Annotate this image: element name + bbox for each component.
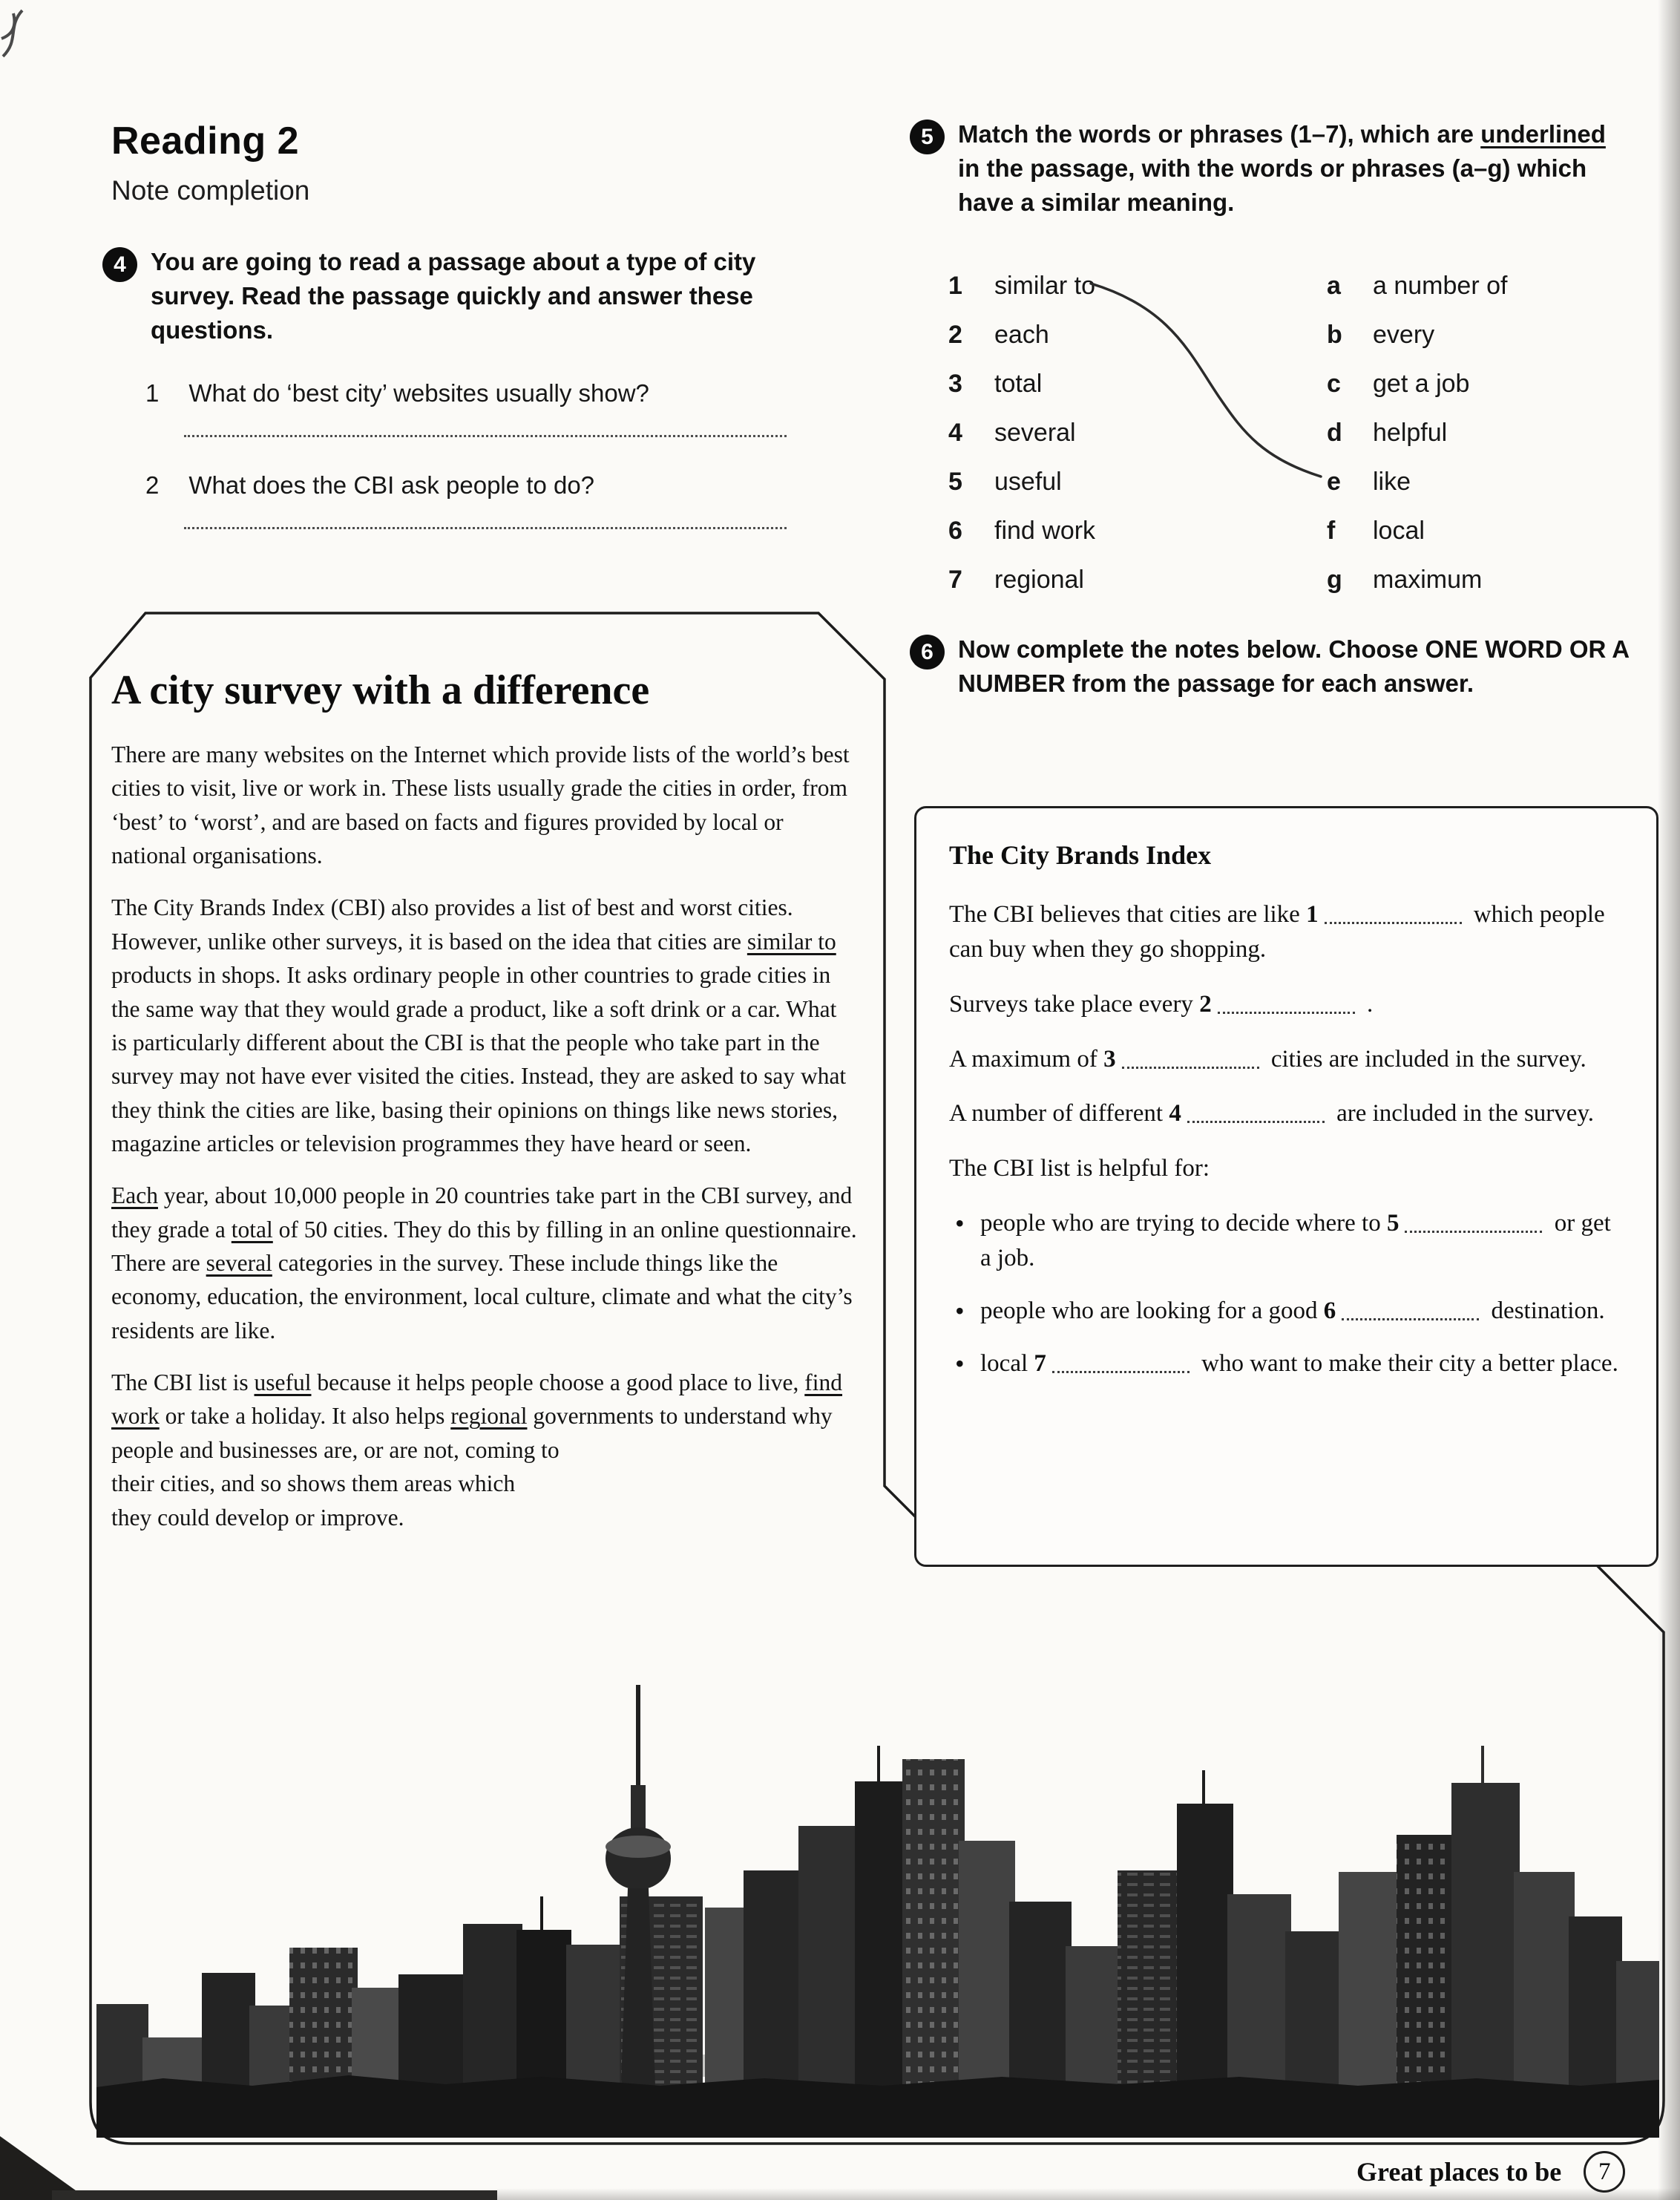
match-item-term: get a job (1373, 370, 1470, 398)
question-text: What does the CBI ask people to do? (188, 471, 595, 499)
note-item (949, 1294, 1624, 1329)
match-item-term: maximum (1373, 566, 1483, 594)
note-text: The CBI believes that cities are like 1 which people can buy when they go shopping. (949, 901, 1605, 963)
exercise-6-instructions: Now complete the notes below. Choose ONE WORD OR A NUMBER from the passage for each answer. (958, 635, 1629, 698)
page-number-badge: 7 (1584, 2151, 1625, 2193)
passage-paragraph: Each year, about 10,000 people in 20 countries take part in the CBI survey, and they grade a total of 50 cities. They do this by filling in an online questionnaire. There are several categories in the survey. These include things like the economy, education, the environment, local culture, climate and what the city’s residents are like. (111, 1182, 857, 1343)
exercise-6-badge: 6 (910, 635, 945, 670)
match-item-letter: a (1327, 272, 1341, 300)
exercise-5-badge: 5 (910, 120, 945, 154)
match-item-term: a number of (1373, 272, 1508, 300)
match-left-item[interactable] (948, 272, 1267, 321)
match-item-letter: g (1327, 566, 1342, 594)
match-item-letter: b (1327, 321, 1342, 349)
bullet-marker (955, 1205, 965, 1243)
answer-blank[interactable] (1187, 1102, 1325, 1123)
match-right-item[interactable] (1327, 468, 1661, 517)
exercise-4 (102, 245, 833, 563)
match-item-letter: f (1327, 517, 1336, 545)
footer-text: Great places to be (1356, 2157, 1562, 2187)
bullet-marker (955, 1345, 965, 1383)
note-text: A number of different 4 are included in the survey. (949, 1100, 1595, 1127)
match-item-letter: c (1327, 370, 1341, 398)
note-text: Surveys take place every 2 . (949, 990, 1374, 1018)
pen-mark (0, 4, 52, 64)
match-item-number: 5 (948, 468, 962, 496)
match-item-number: 1 (948, 272, 962, 300)
page-subtitle: Note completion (111, 175, 310, 206)
exercise-4-instructions: You are going to read a passage about a type of city survey. Read the passage quickly and answer these questions. (151, 248, 756, 344)
question-item (145, 471, 833, 529)
match-right-item[interactable] (1327, 419, 1661, 468)
underlined-term: find work (111, 1369, 843, 1430)
match-item-letter: e (1327, 468, 1341, 496)
note-item (949, 1042, 1624, 1077)
match-item-term: total (994, 370, 1043, 398)
match-right-item[interactable] (1327, 272, 1661, 321)
answer-line[interactable] (184, 434, 787, 437)
match-left-item[interactable] (948, 370, 1267, 419)
underlined-term: Each (111, 1182, 158, 1209)
match-item-number: 3 (948, 370, 962, 398)
note-item (949, 1346, 1624, 1381)
note-text: people who are looking for a good 6 destination. (980, 1297, 1605, 1324)
match-item-number: 6 (948, 517, 962, 545)
notes-box (914, 806, 1658, 1567)
scan-bottom-bar (52, 2190, 497, 2200)
match-item-term: each (994, 321, 1049, 349)
note-number: 4 (1169, 1100, 1181, 1127)
passage-paragraph: The City Brands Index (CBI) also provides a list of best and worst cities. However, unlike other surveys, it is based on the idea that cities are similar to products in shops. It asks ordinary people in other countries to grade cities in the same way that they would grade a product, like a soft drink or a car. What is particularly different about the CBI is that the people who take part in the survey may not have ever visited the cities. Instead, they are asked to say what they think the cities are like, basing their opinions on things like news stories, magazine articles or television programmes they have heard or seen. (111, 894, 847, 1156)
note-number: 2 (1199, 990, 1212, 1018)
passage-paragraph: There are many websites on the Internet which provide lists of the world’s best cities to visit, live or work in. These lists usually grade the cities in order, from ‘best’ to ‘worst’, and are based on facts and figures provided by local or national organisations. (111, 741, 850, 869)
match-list-numbers (948, 272, 1267, 615)
answer-blank[interactable] (1052, 1352, 1190, 1373)
underlined-term: regional (450, 1403, 528, 1430)
match-item-term: useful (994, 468, 1062, 496)
match-item-term: local (1373, 517, 1425, 545)
answer-blank[interactable] (1405, 1212, 1542, 1233)
scan-edge-shadow-right (1658, 0, 1680, 2200)
match-left-item[interactable] (948, 468, 1267, 517)
note-item (949, 1096, 1624, 1131)
notes-list (949, 897, 1624, 1381)
page-header (111, 119, 309, 206)
underlined-term: useful (254, 1369, 312, 1396)
match-item-term: regional (994, 566, 1084, 594)
match-item-number: 7 (948, 566, 962, 594)
match-item-term: helpful (1373, 419, 1448, 447)
match-item-term: like (1373, 468, 1411, 496)
match-item-number: 2 (948, 321, 962, 349)
bullet-marker (955, 1292, 965, 1330)
note-item (949, 1151, 1624, 1186)
exercise-4-badge: 4 (102, 247, 137, 282)
underlined-term: underlined (1480, 120, 1606, 148)
reading-passage (111, 667, 857, 1692)
match-item-term: find work (994, 517, 1096, 545)
exercise-5 (910, 117, 1626, 220)
answer-blank[interactable] (1342, 1300, 1479, 1320)
note-number: 3 (1103, 1045, 1116, 1073)
match-right-item[interactable] (1327, 321, 1661, 370)
answer-blank[interactable] (1218, 993, 1355, 1014)
answer-blank[interactable] (1122, 1048, 1259, 1069)
match-item-term: several (994, 419, 1076, 447)
page-title: Reading 2 (111, 120, 299, 163)
match-left-item[interactable] (948, 566, 1267, 615)
question-number: 1 (145, 379, 160, 407)
match-item-number: 4 (948, 419, 962, 447)
match-left-item[interactable] (948, 517, 1267, 566)
underlined-term: total (231, 1216, 273, 1243)
match-left-item[interactable] (948, 321, 1267, 370)
match-right-item[interactable] (1327, 370, 1661, 419)
note-number: 7 (1034, 1349, 1046, 1377)
underlined-term: several (206, 1250, 272, 1277)
match-item-term: every (1373, 321, 1435, 349)
exercise-5-instructions: Match the words or phrases (1–7), which are underlined in the passage, with the words or phrases (a–g) which have a similar meaning. (958, 120, 1606, 217)
exercise-4-questions (145, 379, 833, 529)
note-text: The CBI list is helpful for: (949, 1155, 1210, 1182)
notes-box-title: The City Brands Index (949, 840, 1212, 870)
passage-body (111, 738, 857, 1534)
note-text: A maximum of 3 cities are included in the survey. (949, 1045, 1587, 1073)
match-item-letter: d (1327, 419, 1342, 447)
exercise-6 (910, 632, 1641, 701)
match-list-letters (1327, 272, 1661, 615)
note-number: 6 (1323, 1297, 1336, 1324)
question-text: What do ‘best city’ websites usually show? (188, 379, 649, 407)
page-footer (1356, 2151, 1625, 2193)
passage-paragraph: The CBI list is useful because it helps people choose a good place to live, find work or take a holiday. It also helps regional governments to understand why people and businesses are, or are not, coming to their cities, and so shows them areas which they could develop or improve. (111, 1369, 843, 1530)
answer-line[interactable] (184, 526, 787, 529)
passage-title: A city survey with a difference (111, 667, 650, 713)
question-number: 2 (145, 471, 160, 499)
match-item-term: similar to (994, 272, 1096, 300)
note-item (949, 987, 1624, 1022)
match-right-item[interactable] (1327, 517, 1661, 566)
note-item (949, 1206, 1624, 1276)
note-number: 1 (1306, 901, 1319, 928)
match-left-item[interactable] (948, 419, 1267, 468)
note-item (949, 897, 1624, 967)
match-right-item[interactable] (1327, 566, 1661, 615)
note-text: people who are trying to decide where to 5 or get a job. (980, 1210, 1611, 1272)
underlined-term: similar to (747, 928, 836, 955)
note-text: local 7 who want to make their city a better place. (980, 1349, 1618, 1377)
note-number: 5 (1386, 1210, 1400, 1237)
question-item (145, 379, 833, 437)
answer-blank[interactable] (1325, 903, 1462, 924)
